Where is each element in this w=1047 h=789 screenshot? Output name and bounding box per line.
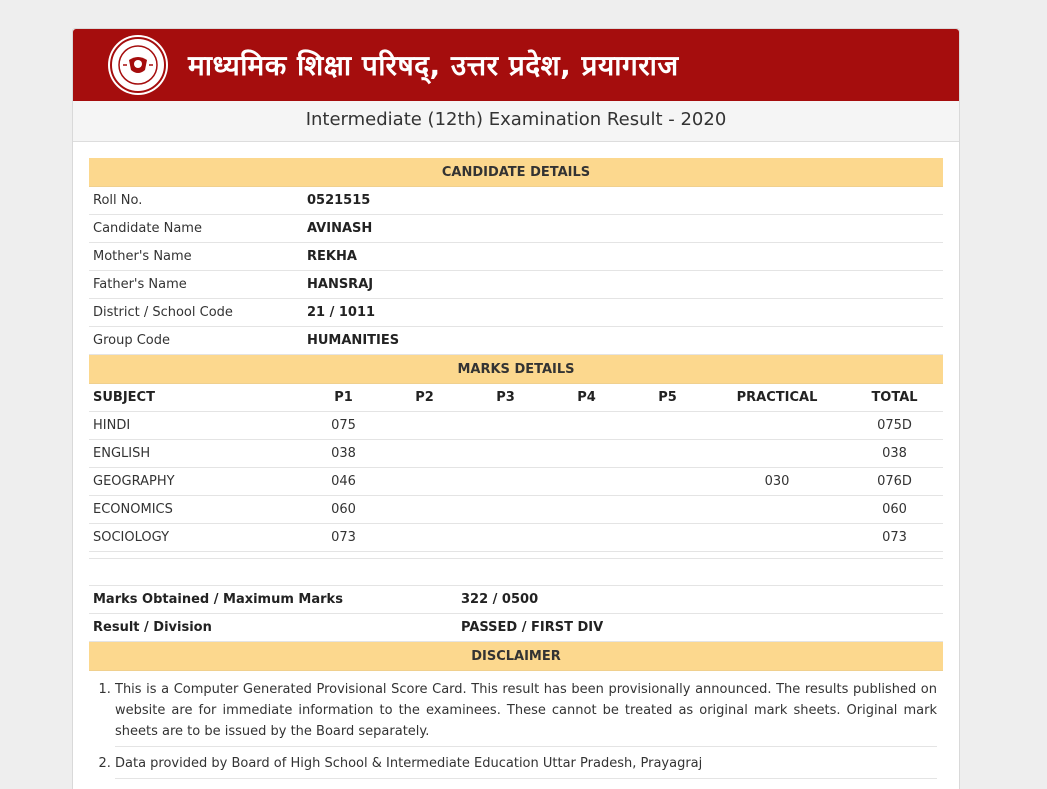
- p5-mark: [627, 524, 708, 552]
- result-division-label: Result / Division: [89, 614, 457, 642]
- district-school-label: District / School Code: [89, 299, 303, 327]
- total-mark: 076D: [846, 468, 943, 496]
- p4-mark: [546, 468, 627, 496]
- col-subject: SUBJECT: [89, 384, 303, 412]
- p1-mark: 073: [303, 524, 384, 552]
- group-code-value: HUMANITIES: [303, 327, 943, 355]
- p5-mark: [627, 440, 708, 468]
- p3-mark: [465, 468, 546, 496]
- roll-no-label: Roll No.: [89, 187, 303, 215]
- group-code-label: Group Code: [89, 327, 303, 355]
- district-school-value: 21 / 1011: [303, 299, 943, 327]
- practical-mark: 030: [708, 468, 846, 496]
- candidate-name-value: AVINASH: [303, 215, 943, 243]
- disclaimer-list: [89, 671, 943, 779]
- p4-mark: [546, 524, 627, 552]
- subject-name: SOCIOLOGY: [89, 524, 303, 552]
- p3-mark: [465, 524, 546, 552]
- col-p2: P2: [384, 384, 465, 412]
- p4-mark: [546, 440, 627, 468]
- p5-mark: [627, 496, 708, 524]
- table-row: [89, 187, 943, 215]
- table-row: [89, 614, 943, 642]
- table-row: [89, 299, 943, 327]
- subject-name: ECONOMICS: [89, 496, 303, 524]
- p1-mark: 038: [303, 440, 384, 468]
- table-row: [89, 440, 943, 468]
- candidate-name-label: Candidate Name: [89, 215, 303, 243]
- candidate-details-heading: CANDIDATE DETAILS: [89, 158, 943, 187]
- table-row: [89, 327, 943, 355]
- disclaimer-item: 2. Data provided by Board of High School & Intermediate Education Uttar Pradesh, Prayagraj: [115, 753, 937, 779]
- total-mark: 060: [846, 496, 943, 524]
- board-logo: [108, 35, 168, 95]
- practical-mark: [708, 496, 846, 524]
- candidate-details-table: [89, 158, 943, 355]
- section-gap: [89, 559, 943, 586]
- table-row: [89, 524, 943, 552]
- p2-mark: [384, 524, 465, 552]
- father-name-value: HANSRAJ: [303, 271, 943, 299]
- marks-details-heading: MARKS DETAILS: [89, 355, 943, 384]
- disclaimer-item: 1. This is a Computer Generated Provisional Score Card. This result has been provisionally announced. The results published on website are for immediate information to the examinees. These cannot be treated as original mark sheets. Original mark sheets are to be issued by the Board separately.: [115, 679, 937, 747]
- p1-mark: 046: [303, 468, 384, 496]
- father-name-label: Father's Name: [89, 271, 303, 299]
- p4-mark: [546, 412, 627, 440]
- col-p1: P1: [303, 384, 384, 412]
- result-card: [72, 28, 960, 789]
- subject-name: GEOGRAPHY: [89, 468, 303, 496]
- total-mark: 075D: [846, 412, 943, 440]
- col-p3: P3: [465, 384, 546, 412]
- summary-table: [89, 586, 943, 642]
- col-total: TOTAL: [846, 384, 943, 412]
- p2-mark: [384, 496, 465, 524]
- p1-mark: 060: [303, 496, 384, 524]
- p3-mark: [465, 496, 546, 524]
- subject-name: HINDI: [89, 412, 303, 440]
- p3-mark: [465, 440, 546, 468]
- table-row: [89, 496, 943, 524]
- practical-mark: [708, 524, 846, 552]
- header-banner: [73, 29, 959, 101]
- col-p5: P5: [627, 384, 708, 412]
- p2-mark: [384, 468, 465, 496]
- result-division-value: PASSED / FIRST DIV: [457, 614, 943, 642]
- table-row: [89, 215, 943, 243]
- subject-name: ENGLISH: [89, 440, 303, 468]
- col-p4: P4: [546, 384, 627, 412]
- marks-obtained-value: 322 / 0500: [457, 586, 943, 614]
- practical-mark: [708, 412, 846, 440]
- p5-mark: [627, 412, 708, 440]
- total-mark: 038: [846, 440, 943, 468]
- table-row: [89, 243, 943, 271]
- table-row: [89, 586, 943, 614]
- marks-details-table: [89, 355, 943, 559]
- table-row: [89, 468, 943, 496]
- p4-mark: [546, 496, 627, 524]
- practical-mark: [708, 440, 846, 468]
- p1-mark: 075: [303, 412, 384, 440]
- exam-title: Intermediate (12th) Examination Result - 2020: [73, 101, 959, 142]
- mother-name-label: Mother's Name: [89, 243, 303, 271]
- marks-obtained-label: Marks Obtained / Maximum Marks: [89, 586, 457, 614]
- table-row: [89, 271, 943, 299]
- p2-mark: [384, 412, 465, 440]
- table-row: [89, 412, 943, 440]
- marks-header-row: [89, 384, 943, 412]
- marks-spacer-row: [89, 552, 943, 559]
- p2-mark: [384, 440, 465, 468]
- col-practical: PRACTICAL: [708, 384, 846, 412]
- total-mark: 073: [846, 524, 943, 552]
- roll-no-value: 0521515: [303, 187, 943, 215]
- disclaimer-heading: DISCLAIMER: [89, 642, 943, 671]
- mother-name-value: REKHA: [303, 243, 943, 271]
- p3-mark: [465, 412, 546, 440]
- p5-mark: [627, 468, 708, 496]
- board-title: माध्यमिक शिक्षा परिषद्, उत्तर प्रदेश, प्रयागराज: [188, 49, 679, 82]
- disclaimer-table: [89, 642, 943, 671]
